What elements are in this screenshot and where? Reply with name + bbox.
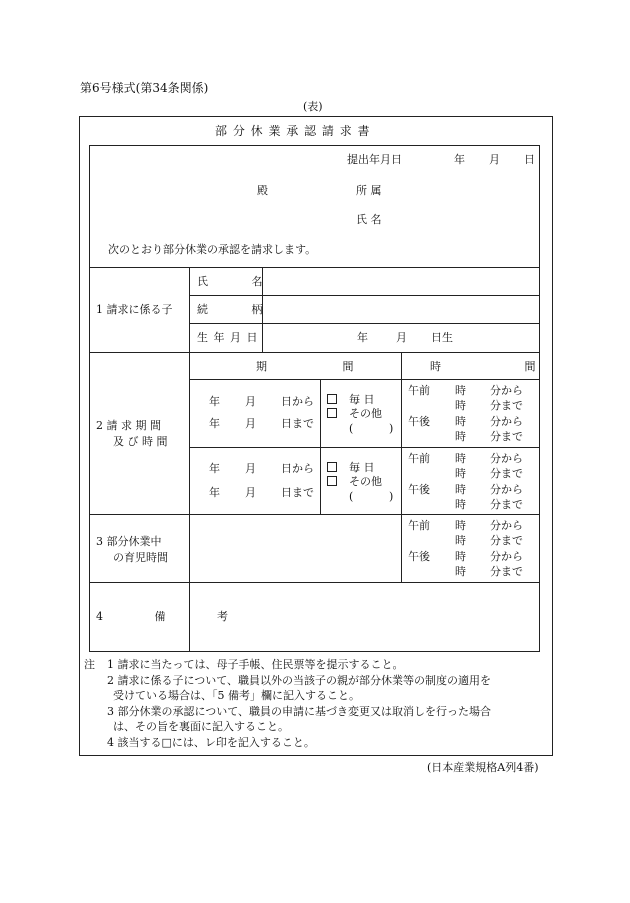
t4-min: 分まで bbox=[490, 430, 523, 443]
pm-label: 午後 bbox=[408, 483, 430, 496]
birthdate-label: 生 年 月 日 bbox=[197, 331, 259, 344]
t1-hour: 時 bbox=[455, 519, 466, 532]
divider-section2-top bbox=[89, 352, 540, 353]
note-3-cont: は、その旨を裏面に記入すること。 bbox=[113, 720, 289, 733]
from-month: 月 bbox=[245, 462, 256, 475]
note-4: 4 該当する□には、レ印を記入すること。 bbox=[107, 736, 315, 749]
form-number: 第6号様式(第34条関係) bbox=[80, 81, 209, 95]
recurrence-column-divider bbox=[320, 379, 321, 514]
other-checkbox[interactable] bbox=[327, 408, 337, 418]
t3-hour: 時 bbox=[455, 415, 466, 428]
t4-min: 分まで bbox=[490, 498, 523, 511]
other-checkbox[interactable] bbox=[327, 476, 337, 486]
every-day-checkbox[interactable] bbox=[327, 394, 337, 404]
every-day-label: 毎 日 bbox=[349, 393, 375, 406]
t3-hour: 時 bbox=[455, 483, 466, 496]
to-month: 月 bbox=[245, 417, 256, 430]
relationship-label: 続 柄 bbox=[197, 303, 283, 316]
from-month: 月 bbox=[245, 395, 256, 408]
inner-form-border bbox=[89, 145, 540, 652]
time-header: 時 間 bbox=[430, 360, 576, 373]
divider-section4-top bbox=[89, 582, 540, 583]
note-1: 1 請求に当たっては、母子手帳、住民票等を提示すること。 bbox=[107, 658, 404, 671]
to-year: 年 bbox=[209, 486, 220, 499]
notes-prefix: 注 bbox=[84, 658, 95, 671]
from-day: 日から bbox=[281, 395, 314, 408]
paren-open: ( bbox=[349, 422, 354, 435]
divider-section3-top bbox=[89, 514, 540, 515]
date-year: 年 bbox=[454, 153, 465, 166]
other-option[interactable] bbox=[327, 407, 339, 418]
t1-min: 分から bbox=[490, 452, 523, 465]
am-label: 午前 bbox=[408, 384, 430, 397]
affiliation-label: 所 属 bbox=[356, 184, 382, 197]
section2-label-line1: 2 請 求 期 間 bbox=[96, 419, 161, 432]
t3-hour: 時 bbox=[455, 550, 466, 563]
note-2-cont: 受けている場合は、「5 備考」欄に記入すること。 bbox=[113, 689, 360, 702]
t1-min: 分から bbox=[490, 519, 523, 532]
section1-row-divider-1 bbox=[189, 295, 540, 296]
section1-label: 1 請求に係る子 bbox=[96, 303, 173, 316]
t1-min: 分から bbox=[490, 384, 523, 397]
t1-hour: 時 bbox=[455, 452, 466, 465]
every-day-option[interactable] bbox=[327, 393, 339, 404]
side-label: (表) bbox=[303, 100, 323, 113]
t2-hour: 時 bbox=[455, 534, 466, 547]
child-name-label: 氏 名 bbox=[197, 275, 283, 288]
paren-close: ) bbox=[389, 422, 394, 435]
every-day-label: 毎 日 bbox=[349, 461, 375, 474]
date-month: 月 bbox=[489, 153, 500, 166]
divider-section1-top bbox=[89, 267, 540, 268]
section3-label-line2: の育児時間 bbox=[113, 551, 168, 564]
to-month: 月 bbox=[245, 486, 256, 499]
section2-block-divider bbox=[189, 447, 540, 448]
section4-label: 4 備 考 bbox=[96, 610, 252, 623]
form-title: 部 分 休 業 承 認 請 求 書 bbox=[215, 124, 371, 138]
every-day-option[interactable] bbox=[327, 461, 339, 472]
label-column-divider bbox=[189, 267, 190, 652]
t3-min: 分から bbox=[490, 483, 523, 496]
t2-min: 分まで bbox=[490, 399, 523, 412]
other-label: その他 bbox=[349, 407, 382, 420]
am-label: 午前 bbox=[408, 519, 430, 532]
t4-min: 分まで bbox=[490, 565, 523, 578]
request-statement: 次のとおり部分休業の承認を請求します。 bbox=[108, 243, 317, 256]
to-year: 年 bbox=[209, 417, 220, 430]
t2-hour: 時 bbox=[455, 399, 466, 412]
note-3: 3 部分休業の承認について、職員の申請に基づき変更又は取消しを行った場合 bbox=[107, 705, 492, 718]
t2-min: 分まで bbox=[490, 467, 523, 480]
paren-open: ( bbox=[349, 490, 354, 503]
birth-day: 日生 bbox=[431, 331, 453, 344]
t4-hour: 時 bbox=[455, 565, 466, 578]
birth-month: 月 bbox=[396, 331, 407, 344]
t3-min: 分から bbox=[490, 550, 523, 563]
from-day: 日から bbox=[281, 462, 314, 475]
to-day: 日まで bbox=[281, 486, 314, 499]
submission-date-label: 提出年月日 bbox=[347, 153, 402, 166]
t4-hour: 時 bbox=[455, 498, 466, 511]
section3-label-line1: 3 部分休業中 bbox=[96, 535, 162, 548]
other-option[interactable] bbox=[327, 475, 339, 486]
paren-close: ) bbox=[389, 490, 394, 503]
section2-label-line2: 及 び 時 間 bbox=[113, 435, 168, 448]
applicant-name-label: 氏 名 bbox=[356, 213, 382, 226]
addressee-suffix: 殿 bbox=[257, 184, 268, 197]
t2-min: 分まで bbox=[490, 534, 523, 547]
section2-header-divider bbox=[189, 379, 540, 380]
from-year: 年 bbox=[209, 462, 220, 475]
t3-min: 分から bbox=[490, 415, 523, 428]
t1-hour: 時 bbox=[455, 384, 466, 397]
pm-label: 午後 bbox=[408, 415, 430, 428]
birth-year: 年 bbox=[357, 331, 368, 344]
every-day-checkbox[interactable] bbox=[327, 462, 337, 472]
t4-hour: 時 bbox=[455, 430, 466, 443]
paper-size-note: (日本産業規格A列4番) bbox=[427, 761, 539, 774]
am-label: 午前 bbox=[408, 452, 430, 465]
pm-label: 午後 bbox=[408, 550, 430, 563]
period-header: 期 間 bbox=[256, 360, 390, 373]
note-2: 2 請求に係る子について、職員以外の当該子の親が部分休業等の制度の適用を bbox=[107, 674, 492, 687]
section1-row-divider-2 bbox=[189, 323, 540, 324]
other-label: その他 bbox=[349, 475, 382, 488]
time-column-divider bbox=[401, 352, 402, 582]
to-day: 日まで bbox=[281, 417, 314, 430]
date-day: 日 bbox=[524, 153, 535, 166]
from-year: 年 bbox=[209, 395, 220, 408]
t2-hour: 時 bbox=[455, 467, 466, 480]
